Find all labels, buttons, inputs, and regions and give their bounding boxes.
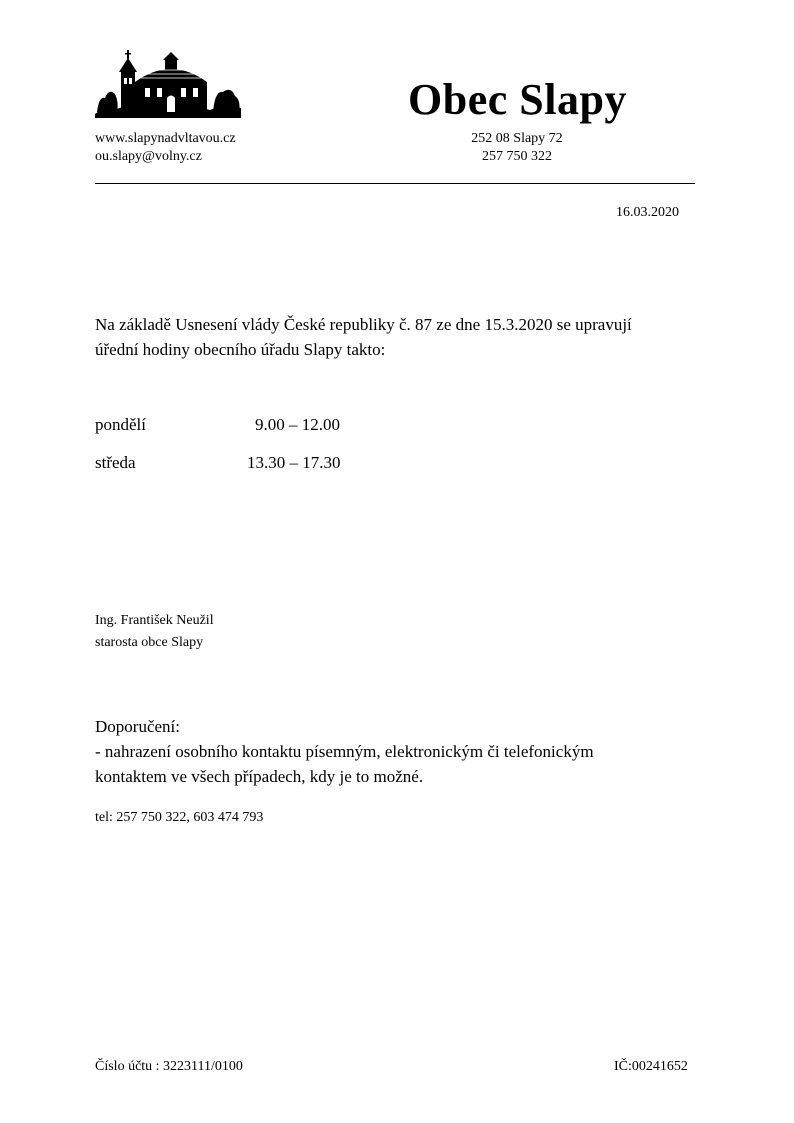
company-id: IČ:00241652 [614, 1059, 688, 1074]
hours-day-monday: pondělí [95, 415, 146, 434]
hours-day-wednesday: středa [95, 453, 136, 472]
phone-text: 257 750 322 [482, 149, 552, 164]
hours-time-wednesday: 13.30 – 17.30 [247, 453, 341, 472]
municipality-title: Obec Slapy [408, 75, 627, 124]
website-text: www.slapynadvltavou.cz [95, 131, 236, 146]
signature-role: starosta obce Slapy [95, 635, 204, 650]
signature-name: Ing. František Neužil [95, 613, 214, 628]
document-date: 16.03.2020 [616, 205, 679, 220]
recommendation-line-1: - nahrazení osobního kontaktu písemným, elektronickým či telefonickým [95, 742, 594, 761]
intro-line-1: Na základě Usnesení vlády České republiky č. 87 ze dne 15.3.2020 se upravují [95, 315, 632, 334]
recommendation-line-2: kontaktem ve všech případech, kdy je to možné. [95, 767, 424, 786]
contact-phone: tel: 257 750 322, 603 474 793 [95, 810, 264, 825]
address-text: 252 08 Slapy 72 [471, 131, 563, 146]
intro-line-2: úřední hodiny obecního úřadu Slapy takto: [95, 340, 386, 359]
church-logo [95, 48, 241, 118]
header-divider [95, 183, 695, 184]
bank-account: Číslo účtu : 3223111/0100 [95, 1059, 243, 1074]
email-text: ou.slapy@volny.cz [95, 149, 202, 164]
recommendation-heading: Doporučení: [95, 717, 180, 736]
hours-time-monday: 9.00 – 12.00 [255, 415, 340, 434]
